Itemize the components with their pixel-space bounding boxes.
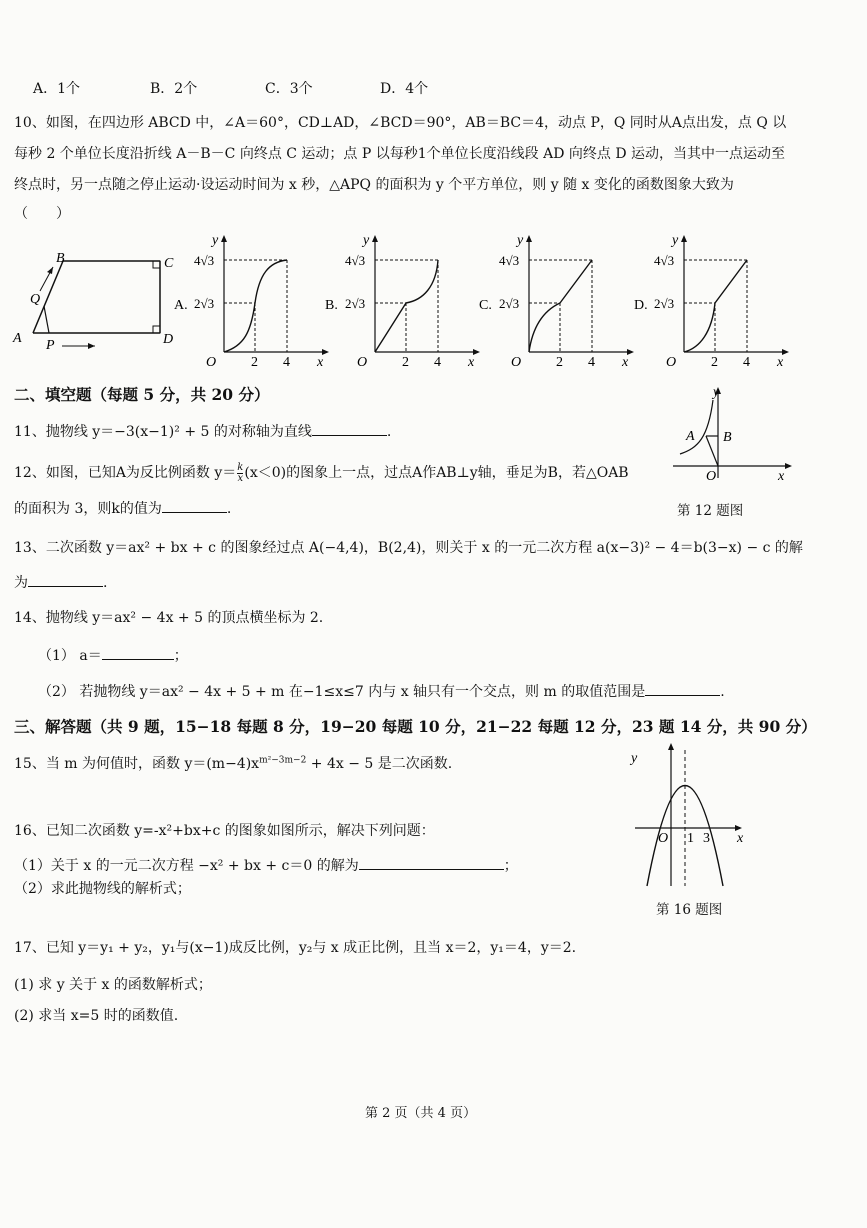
svg-text:O: O — [206, 355, 217, 370]
q9-option-c: C．3个 — [265, 81, 313, 97]
label-d: D — [163, 332, 174, 347]
q16-solution-blank[interactable] — [359, 869, 504, 870]
q10-graph-a — [172, 232, 332, 372]
q13-line2: 为 . — [14, 575, 108, 591]
svg-text:2√3: 2√3 — [345, 296, 366, 311]
svg-text:x: x — [737, 831, 744, 846]
svg-text:y: y — [713, 385, 720, 400]
svg-text:4: 4 — [283, 355, 290, 370]
svg-text:4√3: 4√3 — [499, 253, 520, 268]
svg-text:y: y — [631, 751, 638, 766]
option-letter: C. — [479, 298, 492, 313]
svg-text:2: 2 — [711, 355, 718, 370]
q11-text: 11、抛物线 y＝−3(x−1)² + 5 的对称轴为直线 — [14, 424, 312, 440]
q16-figure-caption: 第 16 题图 — [656, 902, 723, 918]
svg-text:2√3: 2√3 — [499, 296, 520, 311]
svg-text:4: 4 — [588, 355, 595, 370]
q9-option-a: A．1个 — [33, 81, 81, 97]
q10-line1: 10、如图，在四边形 ABCD 中，∠A＝60°，CD⊥AD，∠BCD＝90°，AB＝BC＝4，动点 P，Q 同时从A点出发，点 Q 以 — [14, 115, 787, 131]
q12-figure — [668, 382, 798, 482]
label-c: C — [164, 256, 174, 271]
option-letter: D. — [634, 298, 648, 313]
section-3-heading: 三、解答题（共 9 题，15−18 每题 8 分，19−20 每题 10 分，21−22 每题 12 分，23 题 14 分，共 90 分） — [14, 717, 817, 736]
svg-text:y: y — [363, 233, 370, 248]
q14-a-blank[interactable] — [102, 659, 174, 660]
svg-text:4√3: 4√3 — [194, 253, 215, 268]
q12-line2: 的面积为 3，则k的值为 . — [14, 501, 232, 517]
svg-text:4√3: 4√3 — [345, 253, 366, 268]
q10-graph-c — [477, 232, 637, 372]
q17-sub1: (1) 求 y 关于 x 的函数解析式； — [14, 977, 212, 993]
q14-sub2: （2） 若抛物线 y＝ax² − 4x + 5 + m 在−1≤x≤7 内与 x 轴只有一个交点，则 m 的取值范围是 . — [38, 684, 725, 700]
svg-text:1: 1 — [687, 831, 694, 846]
page-footer: 第 2 页（共 4 页） — [365, 1106, 477, 1121]
q12-fraction: $\frac{k}{x}$ — [237, 461, 244, 484]
q16-figure — [625, 740, 755, 890]
svg-text:O: O — [706, 469, 717, 482]
svg-text:x: x — [468, 355, 475, 370]
svg-text:x: x — [778, 469, 785, 482]
section-2-heading: 二、填空题（每题 5 分，共 20 分） — [14, 385, 270, 404]
svg-text:4√3: 4√3 — [654, 253, 675, 268]
q17-text: 17、已知 y＝y₁ + y₂，y₁与(x−1)成反比例，y₂与 x 成正比例，且当 x＝2，y₁＝4，y＝2. — [14, 940, 577, 956]
label-b: B — [56, 251, 65, 266]
q9-option-d: D．4个 — [380, 81, 429, 97]
q16-text: 16、已知二次函数 y=-x²+bx+c 的图象如图所示，解决下列问题： — [14, 823, 435, 839]
q12-line1: 12、如图，已知A为反比例函数 y＝ $\frac{k}{x}$ (x＜0)的图象上一点，过点A作AB⊥y轴，垂足为B，若△OAB — [14, 461, 629, 484]
svg-text:3: 3 — [703, 831, 710, 846]
svg-text:2√3: 2√3 — [194, 296, 215, 311]
svg-text:x: x — [777, 355, 784, 370]
label-q: Q — [30, 292, 41, 307]
q14-text: 14、抛物线 y＝ax² − 4x + 5 的顶点横坐标为 2. — [14, 610, 324, 626]
svg-text:y: y — [672, 233, 679, 248]
q14-m-blank[interactable] — [645, 695, 720, 696]
q10-line2: 每秒 2 个单位长度沿折线 A－B－C 向终点 C 运动；点 P 以每秒1个单位长度沿线段 AD 向终点 D 运动，当其中一点运动至 — [14, 146, 786, 162]
q10-graph-d — [632, 232, 797, 372]
q10-quadrilateral-figure — [10, 245, 185, 355]
option-letter: A. — [174, 298, 188, 313]
q10-answer-paren: （ ） — [14, 206, 70, 222]
q14-sub1: （1） a＝ ； — [38, 648, 188, 664]
q11: 11、抛物线 y＝−3(x−1)² + 5 的对称轴为直线 . — [14, 424, 392, 440]
svg-text:2√3: 2√3 — [654, 296, 675, 311]
svg-text:O: O — [357, 355, 368, 370]
label-p: P — [46, 338, 55, 353]
label-a: A — [13, 331, 22, 346]
q17-sub2: (2) 求当 x=5 时的函数值. — [14, 1008, 179, 1024]
svg-text:x: x — [622, 355, 629, 370]
q13-line1: 13、二次函数 y＝ax² + bx + c 的图象经过点 A(−4,4)，B(2,4)，则关于 x 的一元二次方程 a(x−3)² − 4＝b(3−x) − c 的解 — [14, 540, 803, 556]
svg-text:2: 2 — [251, 355, 258, 370]
q12-answer-blank[interactable] — [162, 512, 227, 513]
q16-sub2: （2）求此抛物线的解析式； — [14, 881, 191, 897]
svg-text:O: O — [511, 355, 522, 370]
q13-answer-blank[interactable] — [28, 586, 103, 587]
svg-text:A: A — [686, 429, 695, 444]
svg-text:4: 4 — [434, 355, 441, 370]
q9-option-b: B．2个 — [150, 81, 198, 97]
q12-figure-caption: 第 12 题图 — [677, 503, 744, 519]
q16-sub1: （1）关于 x 的一元二次方程 −x² + bx + c＝0 的解为 ； — [14, 858, 518, 874]
q10-line3: 终点时，另一点随之停止运动·设运动时间为 x 秒，△APQ 的面积为 y 个平方单位，则 y 随 x 变化的函数图象大致为 — [14, 177, 734, 193]
svg-text:2: 2 — [402, 355, 409, 370]
svg-text:4: 4 — [743, 355, 750, 370]
svg-text:y: y — [517, 233, 524, 248]
svg-text:O: O — [658, 831, 669, 846]
svg-text:x: x — [317, 355, 324, 370]
svg-text:O: O — [666, 355, 677, 370]
svg-text:y: y — [212, 233, 219, 248]
option-letter: B. — [325, 298, 338, 313]
q10-graph-b — [323, 232, 483, 372]
q15: 15、当 m 为何值时，函数 $y=(m-4)x^{m^2-3m-2} + 4x - 5$ 是二次函数. — [14, 755, 453, 772]
svg-text:2: 2 — [556, 355, 563, 370]
q11-answer-blank[interactable] — [312, 435, 387, 436]
svg-text:B: B — [723, 430, 732, 445]
